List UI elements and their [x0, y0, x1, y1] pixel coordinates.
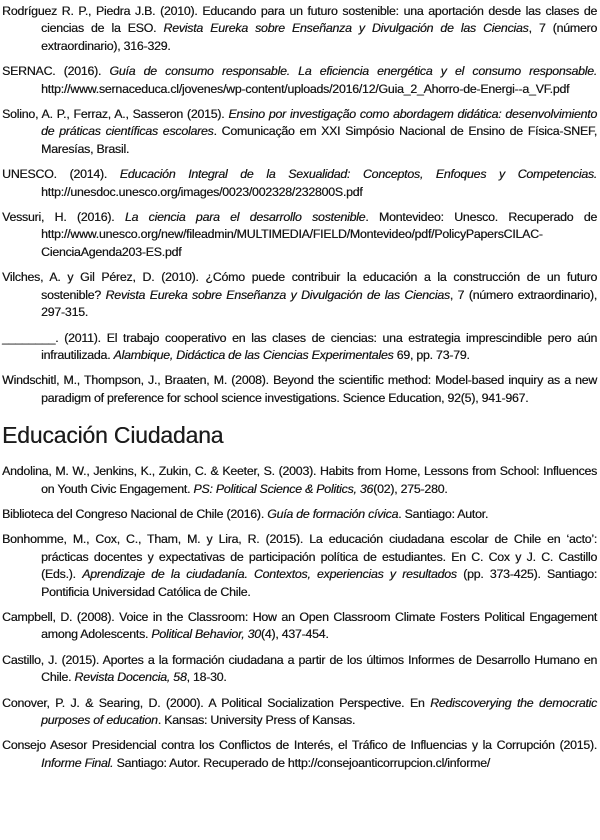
reference-entry: [2, 330, 597, 365]
reference-title-italic: La ciencia para el desarrollo sostenible: [124, 210, 366, 225]
reference-text: Campbell, D. (2008). Voice in the Classroom: How an Open Classroom Climate Fosters Political Engagement among Adolescents.: [2, 609, 597, 642]
reference-text: 69, pp. 73-79.: [393, 347, 470, 362]
reference-entry: [2, 463, 597, 498]
reference-entry: [2, 652, 597, 687]
reference-text: (02), 275-280.: [373, 481, 448, 496]
reference-text: Santiago: Autor. Recuperado de http://consejoanticorrupcion.cl/informe/: [113, 755, 490, 770]
reference-text: Biblioteca del Congreso Nacional de Chile (2016).: [2, 506, 268, 521]
reference-text: Solino, A. P., Ferraz, A., Sasseron (2015).: [2, 107, 229, 122]
reference-entry: [2, 3, 597, 55]
reference-text: Rodríguez R. P., Piedra J.B. (2010). Educando para un futuro sostenible: una aportación desde las clases de ciencias de la ESO.: [2, 4, 597, 36]
reference-title-italic: Educación Integral de la Sexualidad: Conceptos, Enfoques y Competencias.: [119, 167, 597, 182]
reference-text: UNESCO. (2014).: [2, 167, 120, 182]
reference-text: http://www.sernaceduca.cl/jovenes/wp-content/uploads/2016/12/Guia_2_Ahorro-de-Energi--a_VF.pdf: [41, 81, 570, 96]
reference-entry: [2, 609, 597, 644]
reference-text: , 7 (número extraordinario), 297-315.: [41, 287, 597, 320]
reference-text: . Comunicação em XXI Simpósio Nacional de Ensino de Física-SNEF, Maresías, Brasil.: [41, 124, 597, 156]
reference-entry: [2, 531, 597, 601]
reference-entry: [2, 209, 597, 261]
reference-title-italic: Aprendizaje de la ciudadanía. Contextos, experiencias y resultados: [82, 567, 457, 582]
reference-section: [2, 422, 597, 772]
reference-title-italic: Rediscoverying the democratic purposes of education: [41, 695, 597, 727]
reference-entry: [2, 166, 597, 201]
reference-text: Andolina, M. W., Jenkins, K., Zukin, C. & Keeter, S. (2003). Habits from Home, Lessons from School: Influences on Youth Civic Engagement.: [2, 464, 597, 496]
reference-text: Bonhomme, M., Cox, C., Tham, M. y Lira, R. (2015). La educación ciudadana escolar de Chile en ‘acto’: prácticas docentes y expectativas de participación política de estudiantes. En C. Cox y J. C. Castillo (Eds.).: [2, 532, 597, 582]
reference-title-italic: Revista Docencia, 58: [74, 670, 187, 685]
reference-title-italic: Guía de formación cívica: [267, 506, 399, 521]
reference-title-italic: Ensino por investigação como abordagem didática: desenvolvimiento de práticas científicas escolares: [41, 107, 598, 139]
reference-text: ________. (2011). El trabajo cooperativo en las clases de ciencias: una estrategia imprescindible pero aún infrautilizada.: [2, 330, 597, 362]
reference-text: http://unesdoc.unesco.org/images/0023/002328/232800S.pdf: [41, 184, 363, 199]
section-heading: Educación Ciudadana: [2, 422, 224, 449]
reference-title-italic: PS: Political Science & Politics, 36: [193, 481, 374, 496]
reference-entry: [2, 63, 597, 98]
references-document: [2, 3, 597, 772]
reference-text: Windschitl, M., Thompson, J., Braaten, M. (2008). Beyond the scientific method: Model-based inquiry as a new paradigm of preference for school science investigations. Science Education, 92(5), 941-967.: [2, 373, 597, 405]
reference-text: (4), 437-454.: [260, 627, 329, 642]
reference-text: , 7 (número extraordinario), 316-329.: [41, 21, 597, 53]
reference-title-italic: Political Behavior, 30: [151, 627, 261, 642]
reference-entry: [2, 106, 597, 158]
reference-text: . Montevideo: Unesco. Recuperado de http://www.unesco.org/new/fileadmin/MULTIMEDIA/FIELD/Montevideo/pdf/PolicyPapersCILAC-CienciaAgenda203-ES.pdf: [41, 210, 597, 259]
reference-text: (pp. 373-425). Santiago: Pontificia Universidad Católica de Chile.: [41, 567, 597, 599]
reference-title-italic: Revista Eureka sobre Enseñanza y Divulgación de las Ciencias: [105, 287, 450, 302]
reference-text: SERNAC. (2016).: [2, 64, 110, 79]
reference-text: Castillo, J. (2015). Aportes a la formación ciudadana a partir de los últimos Informes de Desarrollo Humano en Chile.: [2, 652, 597, 685]
reference-text: . Santiago: Autor.: [398, 506, 489, 521]
reference-title-italic: Informe Final.: [41, 755, 114, 770]
reference-entry: [2, 269, 597, 321]
reference-text: Vessuri, H. (2016).: [2, 210, 125, 225]
reference-text: Consejo Asesor Presidencial contra los Conflictos de Interés, el Tráfico de Influencias y la Corrupción (2015).: [2, 738, 597, 753]
reference-text: . Kansas: University Press of Kansas.: [157, 713, 356, 727]
reference-entry: [2, 695, 597, 730]
reference-entry: [2, 737, 597, 772]
reference-text: , 18-30.: [186, 670, 227, 685]
reference-title-italic: Revista Eureka sobre Enseñanza y Divulgación de las Ciencias: [163, 21, 529, 36]
reference-text: Vilches, A. y Gil Pérez, D. (2010). ¿Cómo puede contribuir la educación a la construcción de un futuro sostenible?: [2, 270, 597, 302]
reference-title-italic: Guía de consumo responsable. La eficiencia energética y el consumo responsable.: [109, 64, 597, 79]
reference-title-italic: Alambique, Didáctica de las Ciencias Experimentales: [113, 347, 394, 362]
reference-entry: [2, 506, 597, 523]
reference-entry: [2, 372, 597, 407]
reference-text: Conover, P. J. & Searing, D. (2000). A Political Socialization Perspective. En: [2, 695, 431, 710]
reference-section: [2, 3, 597, 407]
